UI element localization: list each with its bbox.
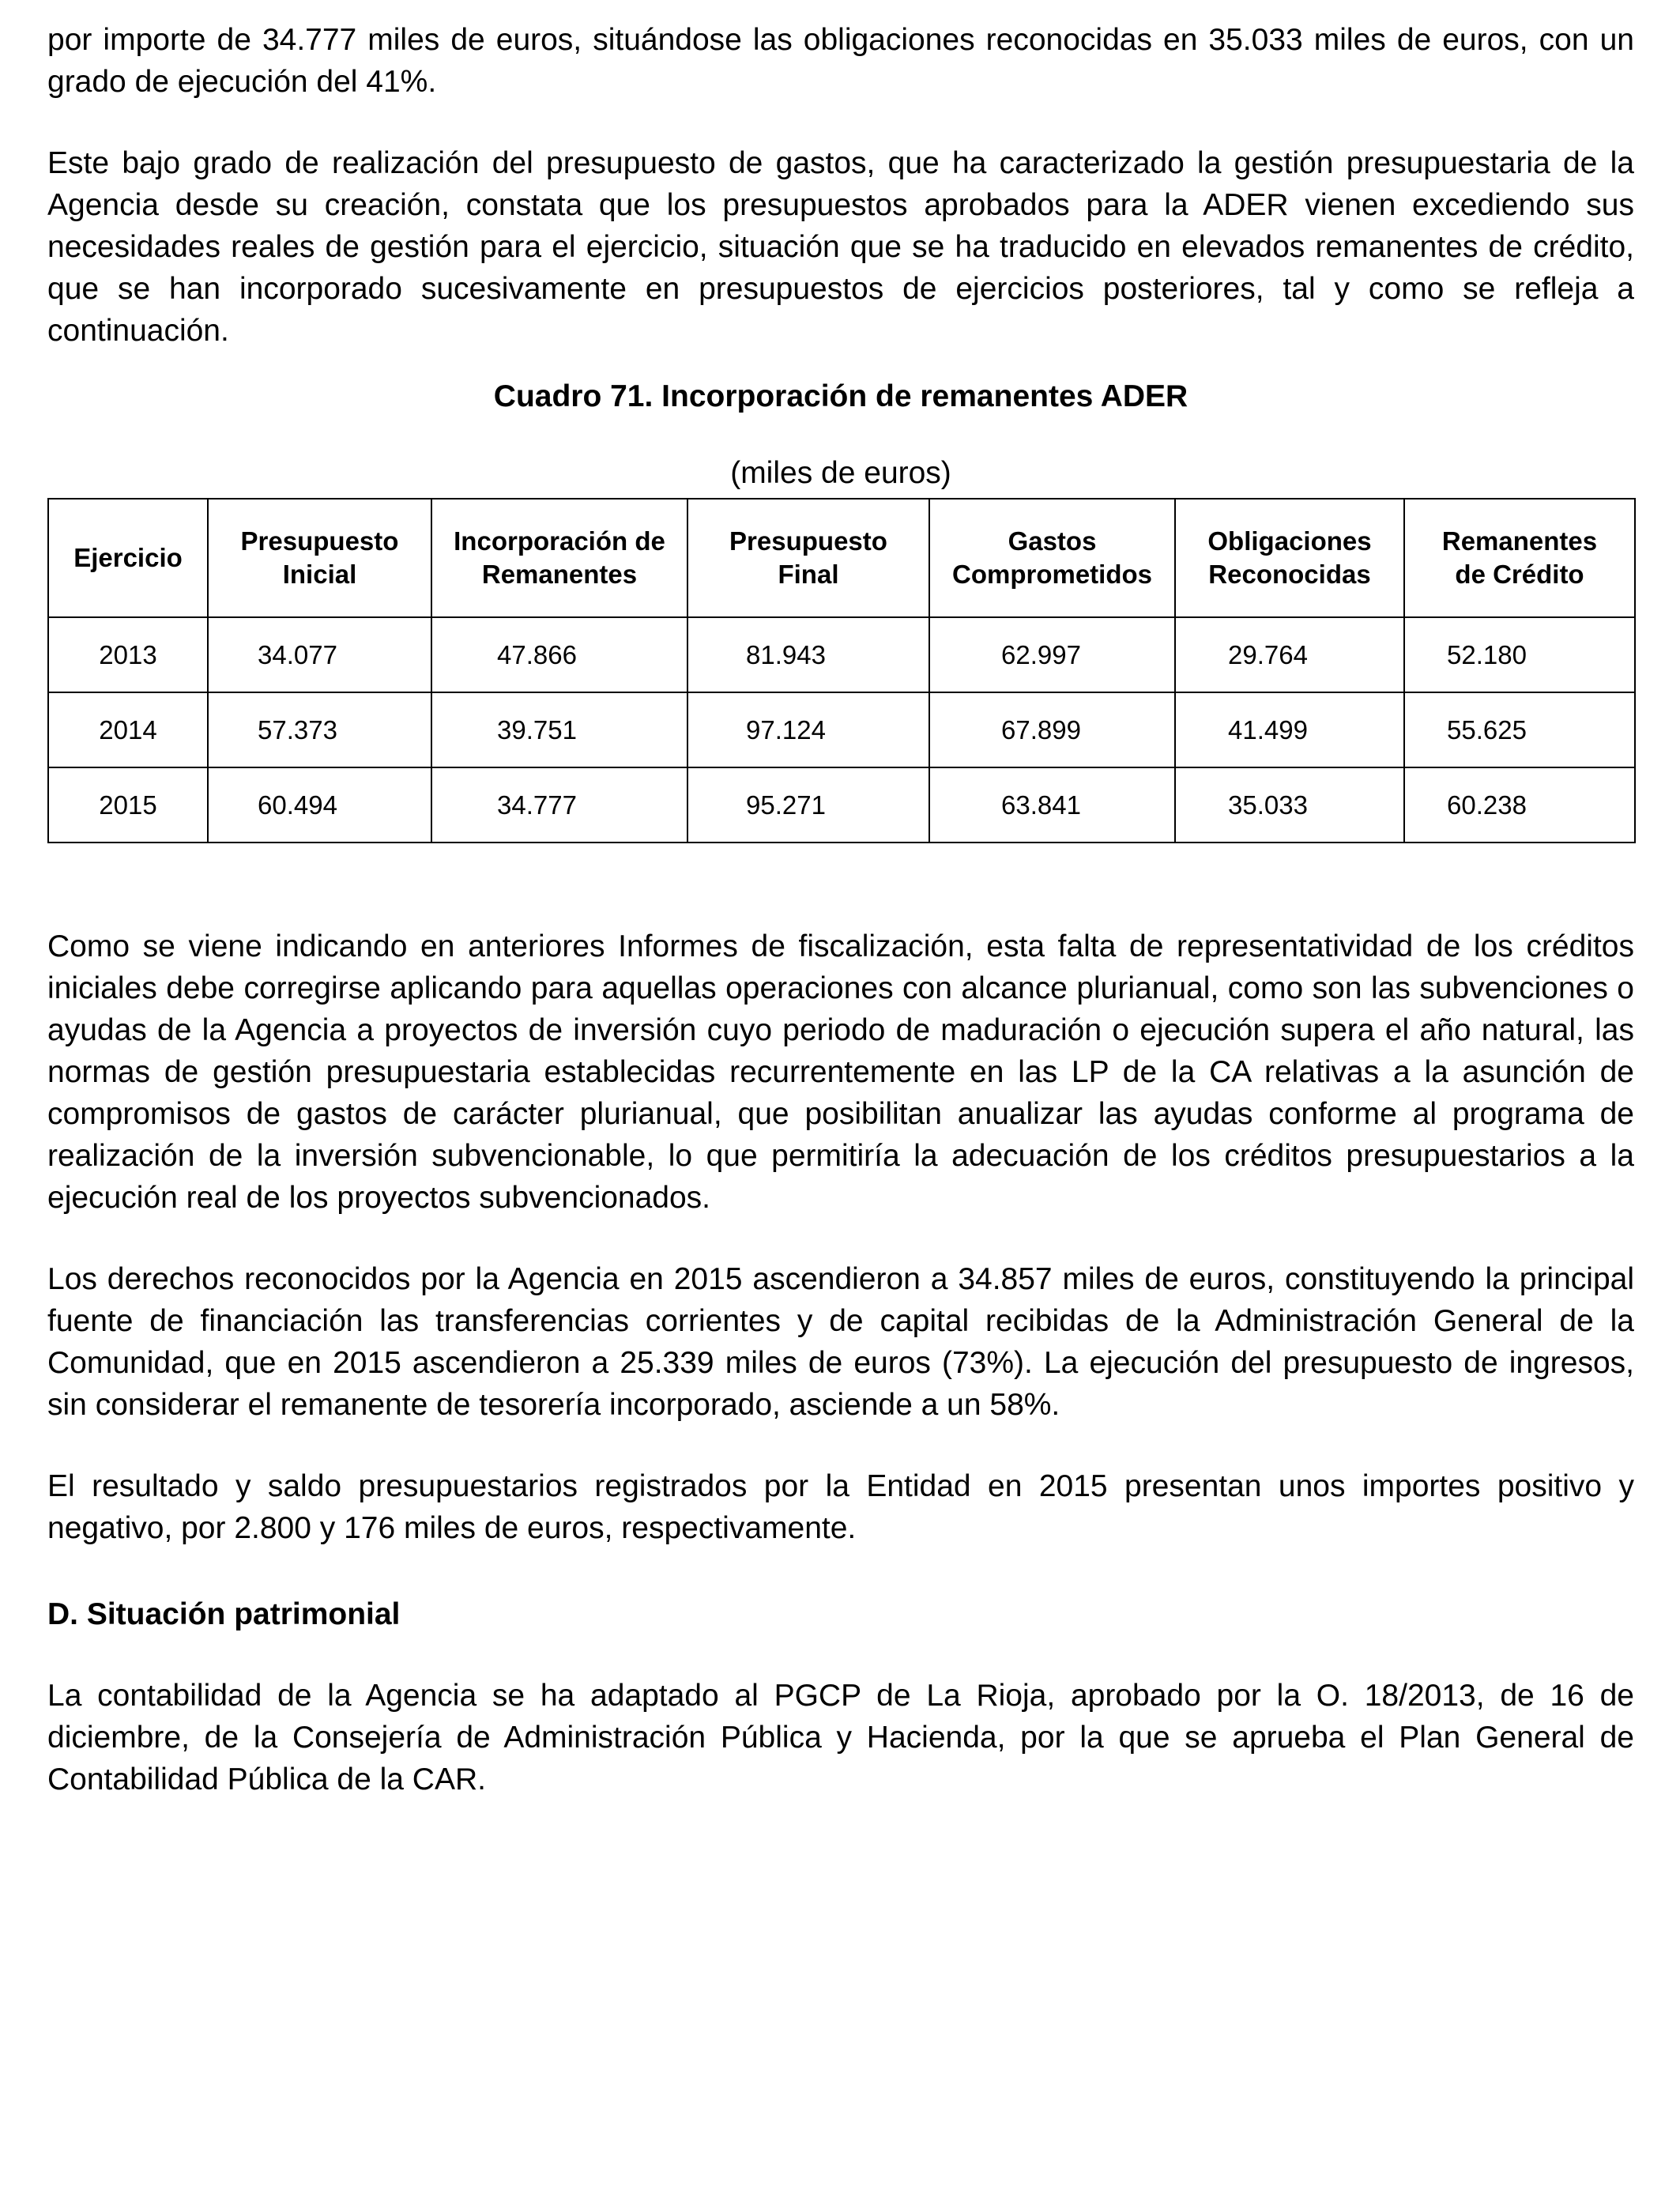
cell-value: 39.751 [431, 692, 687, 767]
cell-value: 47.866 [431, 617, 687, 692]
cell-value: 34.077 [208, 617, 431, 692]
paragraph-2: Este bajo grado de realización del presupuesto de gastos, que ha caracterizado la gestión presupuestaria de la Agencia desde su creación, constata que los presupuestos aprobados para la ADER vienen excediendo sus necesidades reales de gestión para el ejercicio, situación que se ha traducido en elevados remanentes de crédito, que se han incorporado sucesivamente en presupuestos de ejercicios posteriores, tal y como se refleja a continuación. [47, 146, 1634, 348]
cell-value: 60.494 [208, 767, 431, 843]
table-row [48, 617, 1635, 692]
cell-year: 2014 [48, 692, 208, 767]
header-presupuesto-inicial: Presupuesto Inicial [208, 499, 431, 617]
header-presupuesto-final: Presupuesto Final [687, 499, 929, 617]
cell-value: 62.997 [929, 617, 1175, 692]
table-units: (miles de euros) [730, 456, 951, 490]
cell-value: 41.499 [1175, 692, 1404, 767]
header-ejercicio: Ejercicio [48, 499, 208, 617]
table-row [48, 692, 1635, 767]
header-remanentes-credito: Remanentes de Crédito [1404, 499, 1635, 617]
cell-year: 2013 [48, 617, 208, 692]
cell-value: 34.777 [431, 767, 687, 843]
cell-value: 81.943 [687, 617, 929, 692]
header-incorporacion-remanentes: Incorporación de Remanentes [431, 499, 687, 617]
table-title: Cuadro 71. Incorporación de remanentes ADER [493, 379, 1188, 413]
cell-value: 55.625 [1404, 692, 1635, 767]
cell-year: 2015 [48, 767, 208, 843]
paragraph-6: La contabilidad de la Agencia se ha adaptado al PGCP de La Rioja, aprobado por la O. 18/2013, de 16 de diciembre, de la Consejería de Administración Pública y Hacienda, por la que se aprueba el Plan General de Contabilidad Pública de la CAR. [47, 1679, 1634, 1796]
header-obligaciones-reconocidas: Obligaciones Reconocidas [1175, 499, 1404, 617]
cell-value: 57.373 [208, 692, 431, 767]
document-page [47, 19, 1634, 1800]
cell-value: 67.899 [929, 692, 1175, 767]
paragraph-4: Los derechos reconocidos por la Agencia en 2015 ascendieron a 34.857 miles de euros, constituyendo la principal fuente de financiación las transferencias corrientes y de capital recibidas de la Administración General de la Comunidad, que en 2015 ascendieron a 25.339 miles de euros (73%). La ejecución del presupuesto de ingresos, sin considerar el remanente de tesorería incorporado, asciende a un 58%. [47, 1262, 1634, 1422]
cell-value: 63.841 [929, 767, 1175, 843]
cell-value: 29.764 [1175, 617, 1404, 692]
section-title: D. Situación patrimonial [47, 1597, 401, 1631]
cell-value: 60.238 [1404, 767, 1635, 843]
cell-value: 35.033 [1175, 767, 1404, 843]
cell-value: 97.124 [687, 692, 929, 767]
cell-value: 95.271 [687, 767, 929, 843]
paragraph-3: Como se viene indicando en anteriores Informes de fiscalización, esta falta de representatividad de los créditos iniciales debe corregirse aplicando para aquellas operaciones con alcance plurianual, como son las subvenciones o ayudas de la Agencia a proyectos de inversión cuyo periodo de maduración o ejecución supera el año natural, las normas de gestión presupuestaria establecidas recurrentemente en las LP de la CA relativas a la asunción de compromisos de gastos de carácter plurianual, que posibilitan anualizar las ayudas conforme al programa de realización de la inversión subvencionable, lo que permitiría la adecuación de los créditos presupuestarios a la ejecución real de los proyectos subvencionados. [47, 929, 1634, 1215]
header-gastos-comprometidos: Gastos Comprometidos [929, 499, 1175, 617]
table-header-row [48, 499, 1635, 617]
remanentes-table [47, 498, 1636, 843]
table-row [48, 767, 1635, 843]
cell-value: 52.180 [1404, 617, 1635, 692]
paragraph-5: El resultado y saldo presupuestarios registrados por la Entidad en 2015 presentan unos importes positivo y negativo, por 2.800 y 176 miles de euros, respectivamente. [47, 1469, 1634, 1545]
paragraph-1: por importe de 34.777 miles de euros, situándose las obligaciones reconocidas en 35.033 miles de euros, con un grado de ejecución del 41%. [47, 23, 1634, 99]
